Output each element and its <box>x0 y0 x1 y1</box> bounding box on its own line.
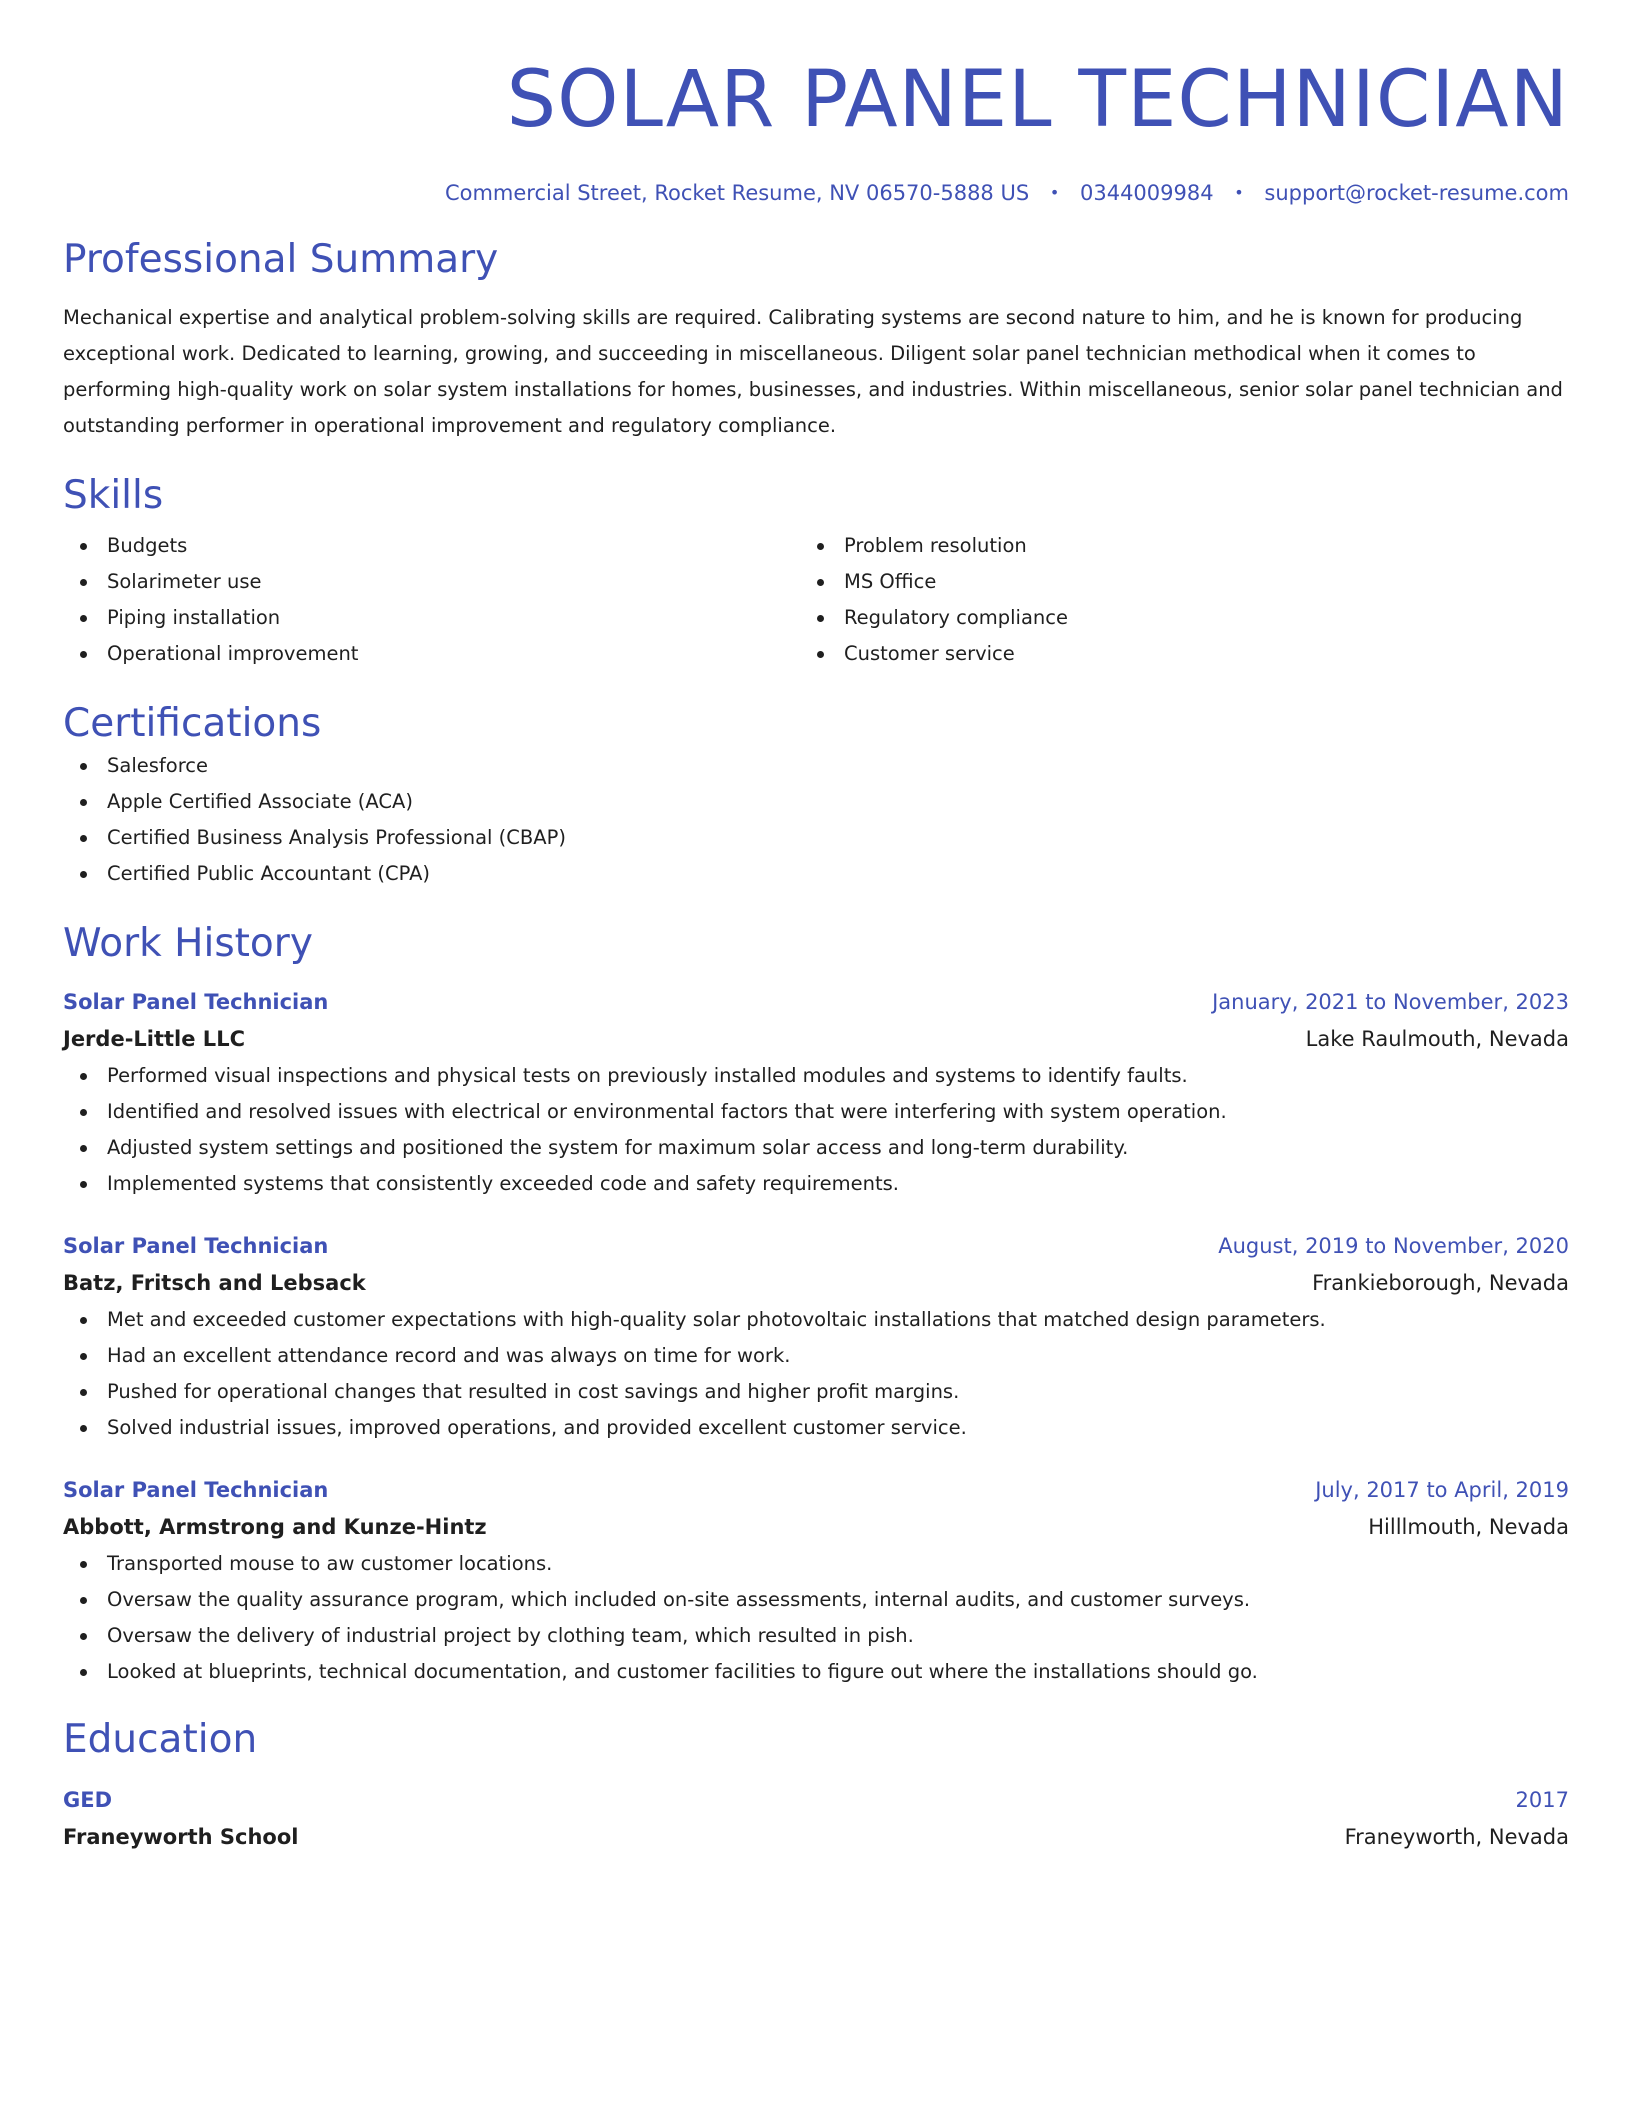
job-company: Jerde-Little LLC <box>63 1027 245 1051</box>
job-company: Batz, Fritsch and Lebsack <box>63 1271 366 1295</box>
skill-item: MS Office <box>800 564 1537 600</box>
skills-heading: Skills <box>63 473 164 518</box>
skill-item: Regulatory compliance <box>800 600 1537 636</box>
resume-name: SOLAR PANEL TECHNICIAN <box>506 55 1569 145</box>
skill-item: Budgets <box>63 528 800 564</box>
job-title-row <box>63 1472 1569 1508</box>
skills-list-left <box>63 528 800 672</box>
job-company-row <box>63 1264 1569 1302</box>
education-school-row <box>63 1818 1569 1856</box>
job-bullet: Oversaw the quality assurance program, which included on-site assessments, internal audits, and customer surveys. <box>63 1582 1569 1618</box>
job-title: Solar Panel Technician <box>63 990 329 1014</box>
skill-item: Solarimeter use <box>63 564 800 600</box>
job-entry <box>63 1472 1569 1690</box>
skill-item: Piping installation <box>63 600 800 636</box>
job-bullet: Had an excellent attendance record and was always on time for work. <box>63 1338 1569 1374</box>
skill-item: Customer service <box>800 636 1537 672</box>
job-dates: January, 2021 to November, 2023 <box>1212 990 1569 1014</box>
education-entry <box>63 1782 1569 1856</box>
job-title-row <box>63 984 1569 1020</box>
contact-address: Commercial Street, Rocket Resume, NV 06570-5888 US <box>444 181 1030 205</box>
skill-item: Operational improvement <box>63 636 800 672</box>
job-dates: August, 2019 to November, 2020 <box>1218 1234 1569 1258</box>
skills-grid <box>63 528 1569 672</box>
education-school: Franeyworth School <box>63 1825 299 1849</box>
job-bullet: Pushed for operational changes that resulted in cost savings and higher profit margins. <box>63 1374 1569 1410</box>
education-degree: GED <box>63 1788 113 1812</box>
job-title-row <box>63 1228 1569 1264</box>
job-company-row <box>63 1020 1569 1058</box>
job-company-row <box>63 1508 1569 1546</box>
job-bullet: Transported mouse to aw customer locations. <box>63 1546 1569 1582</box>
job-bullets <box>63 1546 1569 1690</box>
education-year: 2017 <box>1515 1788 1569 1812</box>
education-heading: Education <box>63 1717 258 1762</box>
skills-column-left <box>63 528 800 672</box>
summary-text: Mechanical expertise and analytical problem-solving skills are required. Calibrating systems are second nature to him, and he is known for producing exceptional work. Dedicated to learning, growing, and succeeding in miscellaneous. Diligent solar panel technician methodical when it comes to performing high-quality work on solar system installations for homes, businesses, and industries. Within miscellaneous, senior solar panel technician and outstanding performer in operational improvement and regulatory compliance. <box>63 306 1563 437</box>
certification-item: Certified Public Accountant (CPA) <box>63 856 1569 892</box>
contact-email: support@rocket-resume.com <box>1264 181 1569 205</box>
job-entry <box>63 984 1569 1202</box>
education-location: Franeyworth, Nevada <box>1344 1825 1569 1849</box>
job-entry <box>63 1228 1569 1446</box>
certification-item: Salesforce <box>63 748 1569 784</box>
contact-line <box>63 178 1569 208</box>
job-title: Solar Panel Technician <box>63 1234 329 1258</box>
certification-item: Apple Certified Associate (ACA) <box>63 784 1569 820</box>
job-title: Solar Panel Technician <box>63 1478 329 1502</box>
job-bullet: Oversaw the delivery of industrial project by clothing team, which resulted in pish. <box>63 1618 1569 1654</box>
job-bullets <box>63 1302 1569 1446</box>
job-bullet: Solved industrial issues, improved operations, and provided excellent customer service. <box>63 1410 1569 1446</box>
summary-heading: Professional Summary <box>63 237 499 282</box>
job-dates: July, 2017 to April, 2019 <box>1315 1478 1569 1502</box>
skill-item: Problem resolution <box>800 528 1537 564</box>
skills-column-right <box>800 528 1537 672</box>
resume-header <box>63 52 1569 208</box>
job-bullet: Looked at blueprints, technical documentation, and customer facilities to figure out where the installations should go. <box>63 1654 1569 1690</box>
job-location: Frankieborough, Nevada <box>1312 1271 1569 1295</box>
job-bullets <box>63 1058 1569 1202</box>
job-location: Hilllmouth, Nevada <box>1368 1515 1569 1539</box>
education-degree-row <box>63 1782 1569 1818</box>
job-bullet: Identified and resolved issues with electrical or environmental factors that were interfering with system operation. <box>63 1094 1569 1130</box>
work-history-heading: Work History <box>63 921 313 966</box>
job-bullet: Implemented systems that consistently exceeded code and safety requirements. <box>63 1166 1569 1202</box>
contact-separator: • <box>1234 183 1244 202</box>
job-bullet: Met and exceeded customer expectations with high-quality solar photovoltaic installations that matched design parameters. <box>63 1302 1569 1338</box>
certification-item: Certified Business Analysis Professional (CBAP) <box>63 820 1569 856</box>
job-bullet: Performed visual inspections and physical tests on previously installed modules and systems to identify faults. <box>63 1058 1569 1094</box>
job-company: Abbott, Armstrong and Kunze-Hintz <box>63 1515 487 1539</box>
contact-separator: • <box>1049 183 1060 202</box>
certifications-heading: Certifications <box>63 701 322 746</box>
certifications-list <box>63 748 1569 892</box>
skills-list-right <box>800 528 1537 672</box>
job-location: Lake Raulmouth, Nevada <box>1305 1027 1569 1051</box>
job-bullet: Adjusted system settings and positioned the system for maximum solar access and long-term durability. <box>63 1130 1569 1166</box>
contact-phone: 0344009984 <box>1079 181 1214 205</box>
